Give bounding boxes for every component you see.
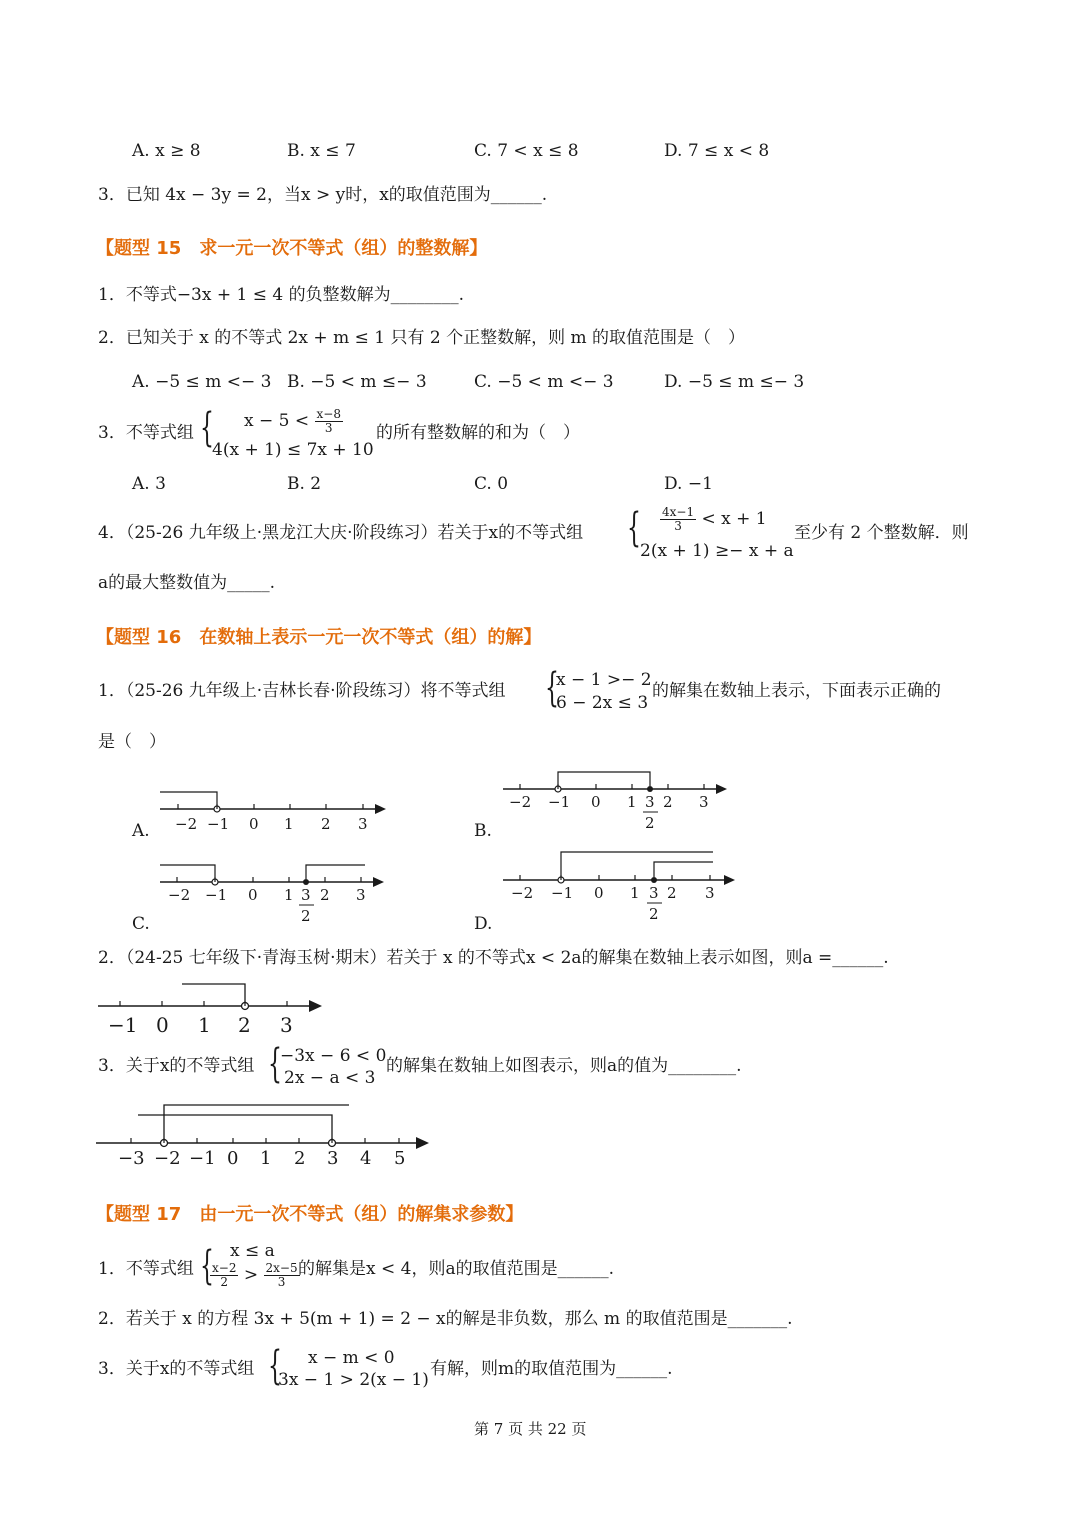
tick-label: 1 [627,793,637,811]
frac-den: 2 [649,905,659,923]
tick-label: 2 [320,886,330,904]
frac-num: 3 [645,793,655,811]
nl-option-c-label: C. [132,914,150,934]
solution-bracket-left [160,865,215,879]
tick-label: 3 [356,886,366,904]
tick-label: 1 [630,884,640,902]
s15-q2-option-c: C. −5 < m <− 3 [474,372,614,392]
s17-q1-line2: $\frac{x-2}{2}$ > $\frac{2x-5}{3}$ [212,1261,298,1289]
option-a: A. x ≥ 8 [132,141,201,161]
closed-dot [303,879,309,885]
solution-bracket [160,792,217,806]
tick-label: 3 [358,815,368,833]
number-line-a [160,788,400,838]
number-line-b [503,767,743,837]
s16-q3-line2: 2x − a < 3 [284,1068,376,1088]
s15-question-3-suffix: 的所有整数解的和为（ ） [376,423,580,443]
axis-arrow-icon [724,875,735,885]
tick-label: −1 [551,884,574,902]
s15-q3-option-b: B. 2 [287,474,322,494]
s15-question-1: 1．不等式−3x + 1 ≤ 4 的负整数解为________. [98,285,465,305]
s16-q1-line1: x − 1 >− 2 [556,670,652,690]
tick-label: 1 [260,1148,272,1169]
tick-label: 1 [284,815,294,833]
frac-num: 3 [301,886,311,904]
tick-label: 2 [238,1013,251,1037]
option-c: C. 7 < x ≤ 8 [474,141,579,161]
tick-label: −1 [108,1013,138,1037]
number-line-q3 [96,1100,456,1170]
solution-bracket-right [306,865,365,879]
nl-option-b-label: B. [474,821,492,841]
section-15-title: 【题型 15 求一元一次不等式（组）的整数解】 [96,238,488,259]
tick-label: 0 [249,815,259,833]
s17-question-1-suffix: 的解集是x < 4，则a的取值范围是______. [298,1259,614,1279]
s16-question-1-prefix: 1．（25-26 九年级上·吉林长春·阶段练习）将不等式组 [98,681,506,701]
brace-icon: { [200,405,214,451]
tick-label: 1 [284,886,294,904]
tick-label: 4 [360,1148,372,1169]
closed-dot [651,877,657,883]
frac-den: 2 [645,814,655,832]
s15-question-4-prefix: 4．（25-26 九年级上·黑龙江大庆·阶段练习）若关于x的不等式组 [98,523,584,543]
s15-q3-option-a: A. 3 [132,474,166,494]
s15-q3-option-c: C. 0 [474,474,509,494]
tick-label: −1 [548,793,571,811]
s17-q1-line1: x ≤ a [230,1241,275,1261]
s17-q3-line1: x − m < 0 [308,1348,395,1368]
brace-icon: { [268,1343,282,1389]
s15-q4-line1: $\frac{4x-1}{3}$ < x + 1 [662,505,767,533]
s15-question-4-cont: a的最大整数值为_____. [98,573,276,593]
brace-icon: { [627,505,641,551]
s15-q3-line2: 4(x + 1) ≤ 7x + 10 [212,440,374,460]
s15-q3-line1: x − 5 < $\frac{x-8}{3}$ [244,407,341,435]
s16-question-2: 2．（24-25 七年级下·青海玉树·期末）若关于 x 的不等式x < 2a的解集在数轴上表示如图，则a =______. [98,948,889,968]
nl-option-a-label: A. [132,821,150,841]
s16-question-3-prefix: 3．关于x的不等式组 [98,1056,255,1076]
solution-bracket [558,772,650,786]
tick-label: 3 [705,884,715,902]
solution-bracket-left [561,852,713,877]
solution-bracket-right [654,862,713,877]
s16-question-3-suffix: 的解集在数轴上如图表示，则a的值为________. [386,1056,742,1076]
tick-label: 2 [667,884,677,902]
solution-bracket-left [138,1115,332,1140]
section-16-title: 【题型 16 在数轴上表示一元一次不等式（组）的解】 [96,627,542,648]
tick-label: −1 [205,886,228,904]
tick-label: −1 [207,815,230,833]
number-line-d [503,848,753,928]
tick-label: 0 [156,1013,169,1037]
axis-arrow-icon [716,784,727,794]
tick-label: 1 [198,1013,211,1037]
tick-label: 3 [699,793,709,811]
number-line-q2 [98,980,338,1040]
page-footer: 第 7 页 共 22 页 [474,1420,587,1438]
tick-label: 0 [248,886,258,904]
s16-q1-line2: 6 − 2x ≤ 3 [556,693,649,713]
s15-question-4-suffix: 至少有 2 个整数解．则 [794,523,969,543]
tick-label: 2 [294,1148,306,1169]
tick-label: −2 [511,884,534,902]
s15-q3-option-d: D. −1 [664,474,713,494]
tick-label: 0 [591,793,601,811]
option-d: D. 7 ≤ x < 8 [664,141,770,161]
solution-bracket [182,984,245,1003]
s17-question-1-prefix: 1．不等式组 [98,1259,194,1279]
s17-question-2: 2．若关于 x 的方程 3x + 5(m + 1) = 2 − x的解是非负数，那么 m 的取值范围是_______. [98,1309,793,1329]
closed-dot [647,786,653,792]
axis-arrow-icon [416,1137,429,1149]
axis-arrow-icon [373,877,384,887]
s17-q3-line2: 3x − 1 > 2(x − 1) [278,1370,429,1390]
s17-question-3-suffix: 有解，则m的取值范围为______. [430,1359,673,1379]
section-17-title: 【题型 17 由一元一次不等式（组）的解集求参数】 [96,1204,524,1225]
tick-label: −2 [175,815,198,833]
brace-icon: { [200,1243,214,1289]
option-b: B. x ≤ 7 [287,141,356,161]
tick-label: 2 [321,815,331,833]
s17-question-3-prefix: 3．关于x的不等式组 [98,1359,255,1379]
question-3-top: 3．已知 4x − 3y = 2，当x > y时，x的取值范围为______. [98,185,548,205]
s16-question-1-cont: 是（ ） [98,732,166,752]
tick-label: −2 [154,1148,181,1169]
tick-label: −1 [189,1148,216,1169]
axis-arrow-icon [375,804,386,814]
tick-label: −2 [509,793,532,811]
tick-label: 0 [594,884,604,902]
tick-label: 3 [327,1148,339,1169]
axis-arrow-icon [309,1000,322,1012]
tick-label: −2 [168,886,191,904]
tick-label: 2 [663,793,673,811]
tick-label: −3 [118,1148,145,1169]
s15-q2-option-d: D. −5 ≤ m ≤− 3 [664,372,805,392]
number-line-c [160,860,400,930]
tick-label: 5 [394,1148,406,1169]
tick-label: 0 [227,1148,239,1169]
frac-num: 3 [649,884,659,902]
s15-q2-option-b: B. −5 < m ≤− 3 [287,372,427,392]
nl-option-d-label: D. [474,914,493,934]
s16-q3-line1: −3x − 6 < 0 [280,1046,387,1066]
s15-question-2: 2．已知关于 x 的不等式 2x + m ≤ 1 只有 2 个正整数解，则 m 的取值范围是（ ） [98,328,746,348]
brace-icon: { [545,665,559,711]
solution-bracket-right [164,1105,349,1140]
s15-q2-option-a: A. −5 ≤ m <− 3 [132,372,272,392]
tick-label: 3 [280,1013,293,1037]
brace-icon: { [268,1041,282,1087]
frac-den: 2 [301,907,311,925]
s15-q4-line2: 2(x + 1) ≥− x + a [640,541,794,561]
s15-question-3-prefix: 3．不等式组 [98,423,194,443]
s16-question-1-suffix: 的解集在数轴上表示，下面表示正确的 [652,681,941,701]
